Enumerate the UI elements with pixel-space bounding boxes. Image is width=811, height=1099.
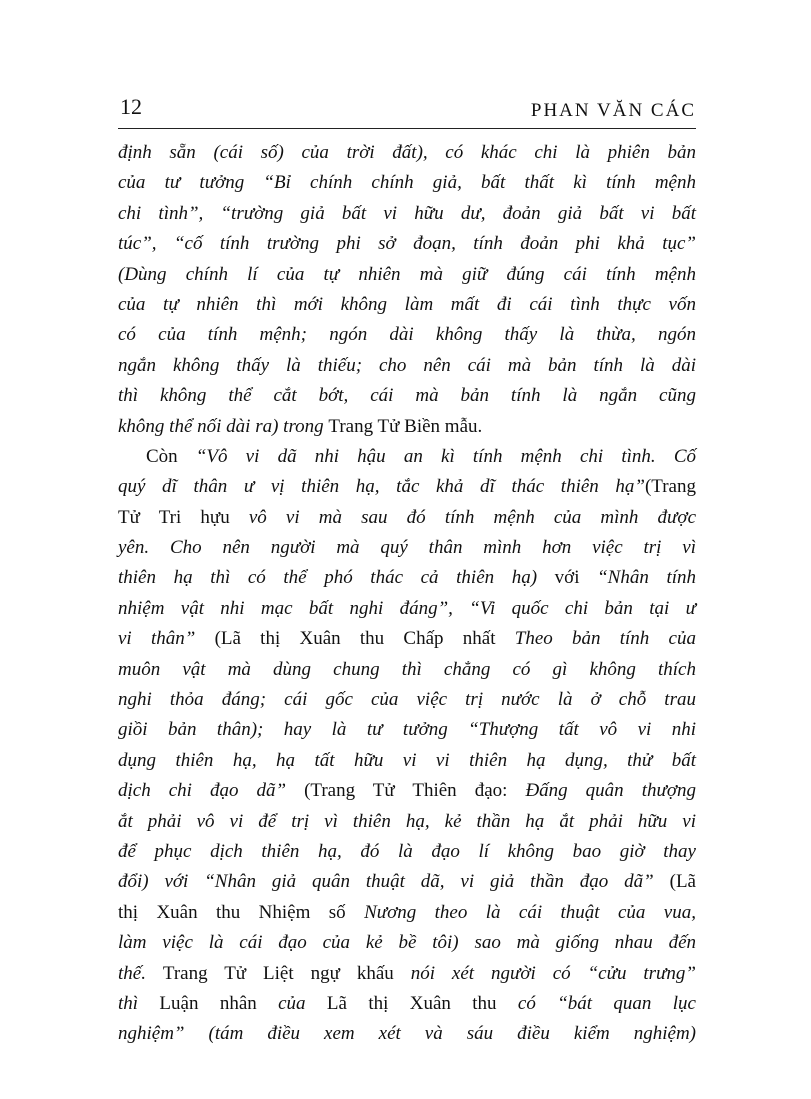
italic-text-segment: làm việc là cái đạo của kẻ bề tôi) sao mà giống nhau đến <box>118 932 696 954</box>
text-line <box>118 1019 696 1049</box>
text-line <box>118 472 696 502</box>
text-line <box>118 533 696 563</box>
italic-text-segment: đổi) với “Nhân giả quân thuật dã, vi giả thần đạo dã” <box>118 871 670 893</box>
italic-text-segment: Đấng quân thượng <box>525 780 696 802</box>
italic-text-segment: yên. Cho nên người mà quý thân mình hơn việc trị vì <box>118 537 696 559</box>
text-segment: (Lã <box>669 871 696 893</box>
italic-text-segment: định sẵn (cái số) của trời đất), có khác chi là phiên bản <box>118 142 696 163</box>
text-segment: Trang Tử Liệt ngự khấu <box>162 962 411 984</box>
italic-text-segment: ngắn không thấy là thiếu; cho nên cái mà bản tính là dài <box>118 354 696 376</box>
text-line <box>118 898 696 928</box>
text-line <box>118 594 696 624</box>
italic-text-segment: nghiệm” (tám điều xem xét và sáu điều kiểm nghiệm) <box>118 1023 696 1045</box>
italic-text-segment: có “bát quan lục <box>517 992 696 1014</box>
italic-text-segment: của <box>278 992 327 1014</box>
italic-text-segment: “Vô vi dã nhi hậu an kì tính mệnh chi tình. Cố <box>195 445 696 467</box>
italic-text-segment: túc”, “cố tính trường phi sở đoạn, tính đoản phi khả tục” <box>118 233 696 255</box>
italic-text-segment: (Dùng chính lí của tự nhiên mà giữ đúng cái tính mệnh <box>118 263 696 285</box>
text-segment: Trang Tử Biền mẫu. <box>328 415 483 437</box>
text-line <box>118 807 696 837</box>
italic-text-segment: của tự nhiên thì mới không làm mất đi cái tình thực vốn <box>118 293 696 315</box>
text-segment: thị Xuân thu Nhiệm số <box>118 901 365 923</box>
text-line <box>118 260 696 290</box>
italic-text-segment: muôn vật mà dùng chung thì chẳng có gì không thích <box>118 658 696 680</box>
italic-text-segment: dụng thiên hạ, hạ tất hữu vi vi thiên hạ dụng, thử bất <box>118 749 696 771</box>
text-line <box>118 655 696 685</box>
text-segment: Tử Tri hựu <box>118 506 249 528</box>
running-header-author: PHAN VĂN CÁC <box>530 100 696 121</box>
italic-text-segment: của tư tưởng “Bỉ chính chính giả, bất thất kì tính mệnh <box>118 172 696 194</box>
text-line <box>118 837 696 867</box>
italic-text-segment: vô vi mà sau đó tính mệnh của mình được <box>248 506 696 528</box>
running-header <box>118 94 696 129</box>
italic-text-segment: thiên hạ thì có thể phó thác cả thiên hạ) <box>118 567 555 589</box>
text-line <box>118 746 696 776</box>
italic-text-segment: dịch chi đạo dã” <box>118 780 305 802</box>
text-line <box>118 412 696 442</box>
text-line <box>118 381 696 411</box>
italic-text-segment: thì <box>118 992 160 1014</box>
text-line <box>118 685 696 715</box>
italic-text-segment: Nương theo là cái thuật của vua, <box>364 901 696 923</box>
text-line <box>118 199 696 229</box>
text-line <box>118 624 696 654</box>
italic-text-segment: thì không thể cắt bớt, cái mà bản tính là ngắn cũng <box>118 385 696 407</box>
text-segment: Lã thị Xuân thu <box>326 992 518 1014</box>
italic-text-segment: nghi thỏa đáng; cái gốc của việc trị nước là ở chỗ trau <box>118 689 696 711</box>
italic-text-segment: có của tính mệnh; ngón dài không thấy là thừa, ngón <box>118 324 696 346</box>
text-line <box>118 989 696 1019</box>
text-line <box>118 503 696 533</box>
italic-text-segment: nhiệm vật nhi mạc bất nghi đáng”, “Vi quốc chi bản tại ư <box>118 597 696 619</box>
text-line <box>118 320 696 350</box>
italic-text-segment: để phục dịch thiên hạ, đó là đạo lí không bao giờ thay <box>118 840 696 862</box>
italic-text-segment: “Nhân tính <box>597 567 697 589</box>
text-segment: Luận nhân <box>159 992 279 1014</box>
text-segment: với <box>554 567 598 589</box>
text-line <box>118 928 696 958</box>
italic-text-segment: vi thân” <box>118 628 215 650</box>
page-number: 12 <box>120 94 142 119</box>
italic-text-segment: chi tình”, “trường giả bất vi hữu dư, đoản giả bất vi bất <box>118 202 696 224</box>
text-line <box>118 168 696 198</box>
text-line <box>118 138 696 168</box>
text-line <box>118 959 696 989</box>
text-line <box>118 563 696 593</box>
text-segment: (Lã thị Xuân thu Chấp nhất <box>214 628 515 650</box>
text-line <box>118 442 696 472</box>
italic-text-segment: nói xét người có “cửu trưng” <box>410 962 696 984</box>
text-line <box>118 290 696 320</box>
text-line <box>118 715 696 745</box>
text-line <box>118 351 696 381</box>
text-segment: Còn <box>146 445 196 467</box>
text-segment: (Trang <box>644 476 696 498</box>
italic-text-segment: Theo bản tính của <box>514 628 696 650</box>
text-line <box>118 776 696 806</box>
italic-text-segment: thế. <box>118 962 163 984</box>
text-line <box>118 229 696 259</box>
italic-text-segment: giồi bản thân); hay là tư tưởng “Thượng tất vô vi nhi <box>118 719 696 741</box>
italic-text-segment: ắt phải vô vi để trị vì thiên hạ, kẻ thần hạ ắt phải hữu vi <box>118 810 696 832</box>
text-line <box>118 867 696 897</box>
italic-text-segment: quý dĩ thân ư vị thiên hạ, tắc khả dĩ thác thiên hạ” <box>118 476 645 498</box>
text-segment: (Trang Tử Thiên đạo: <box>304 780 526 802</box>
italic-text-segment: không thể nối dài ra) trong <box>118 415 329 437</box>
body-text <box>118 138 696 1050</box>
